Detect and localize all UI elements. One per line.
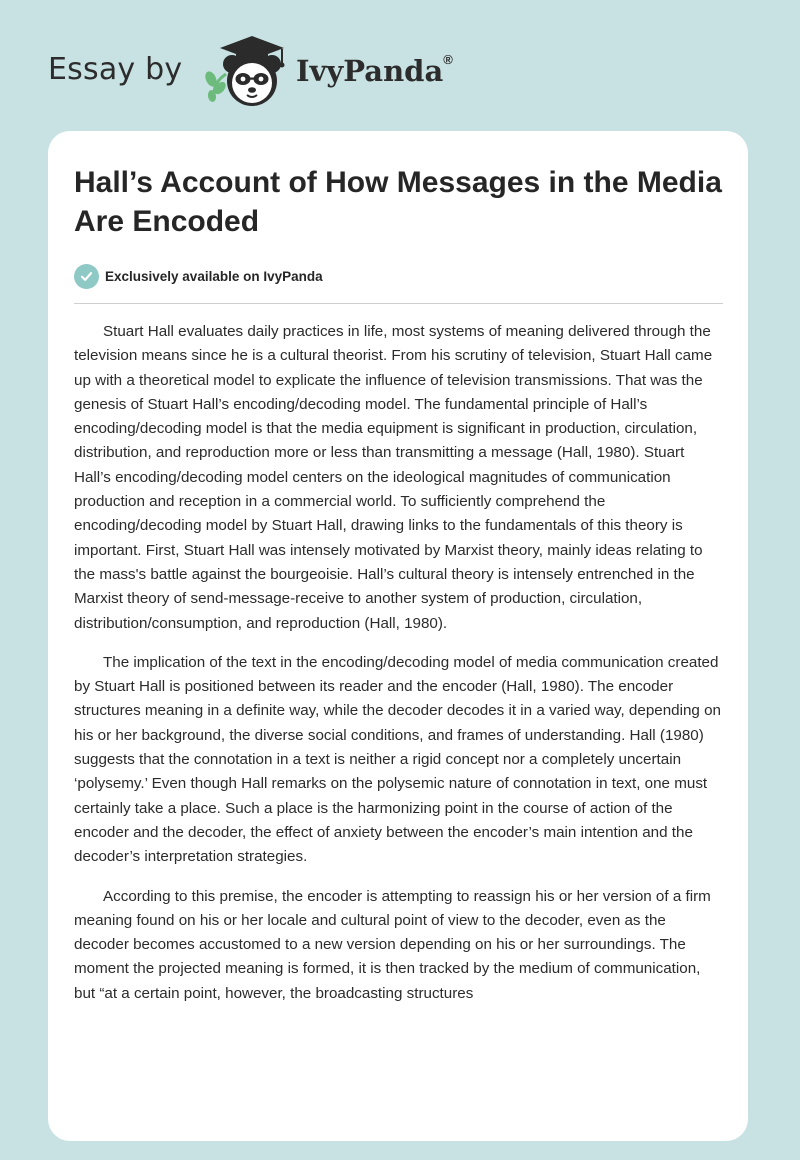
exclusive-badge (74, 263, 323, 289)
essay-paragraph: Stuart Hall evaluates daily practices in life, most systems of meaning delivered through the television means since he is a cultural theorist. From his scrutiny of television, Stuart Hall came up with a theoretical model to explicate the influence of television transmissions. That was the genesis of Stuart Hall’s encoding/decoding model. The fundamental principle of Hall’s encoding/decoding model is that the media equipment is significant in production, circulation, distribution, and reproduction more or less than transmitting a message (Hall, 1980). Stuart Hall’s encoding/decoding model centers on the ideological magnitudes of communication production and reception in a commercial world. To sufficiently comprehend the encoding/decoding model by Stuart Hall, drawing links to the fundamentals of this theory is important. First, Stuart Hall was intensely motivated by Marxist theory, mainly ideas relating to the mass's battle against the bourgeoisie. Hall’s cultural theory is intensely entrenched in the Marxist theory of send-message-receive to another system of production, circulation, distribution/consumption, and reproduction (Hall, 1980). (74, 323, 713, 632)
exclusive-badge-text: Exclusively available on IvyPanda (105, 268, 323, 284)
essay-paragraph: The implication of the text in the encoding/decoding model of media communication created by Stuart Hall is positioned between its reader and the encoder (Hall, 1980). The encoder structures meaning in a definite way, while the decoder decodes it in a varied way, depending on his or her background, the diverse social conditions, and frames of understanding. Hall (1980) suggests that the connotation in a text is neither a rigid concept nor a completely uncertain ‘polysemy.’ Even though Hall remarks on the polysemic nature of connotation in text, one must certainly take a place. Such a place is the harmonizing point in the course of action of the encoder and the decoder, the effect of anxiety between the encoder’s main intention and the decoder’s interpretation strategies. (74, 653, 721, 866)
divider (74, 303, 723, 304)
brand-prefix: Essay by (48, 52, 183, 87)
brand-name[interactable] (296, 54, 453, 88)
essay-body (74, 320, 724, 1021)
panda-graduate-icon[interactable] (202, 34, 292, 108)
essay-card (48, 131, 748, 1141)
registered-mark: ® (443, 52, 453, 67)
site-header (48, 34, 508, 108)
check-icon (74, 264, 99, 289)
essay-paragraph: According to this premise, the encoder is attempting to reassign his or her version of a firm meaning found on his or her locale and cultural point of view to the decoder, even as the decoder becomes accustomed to a new version depending on his or her surroundings. The moment the projected meaning is formed, it is then tracked by the medium of communication, but “at a certain point, however, the broadcasting structures (74, 887, 711, 1002)
essay-title: Hall’s Account of How Messages in the Media Are Encoded (74, 166, 722, 238)
brand-name-text: IvyPanda (296, 54, 444, 88)
